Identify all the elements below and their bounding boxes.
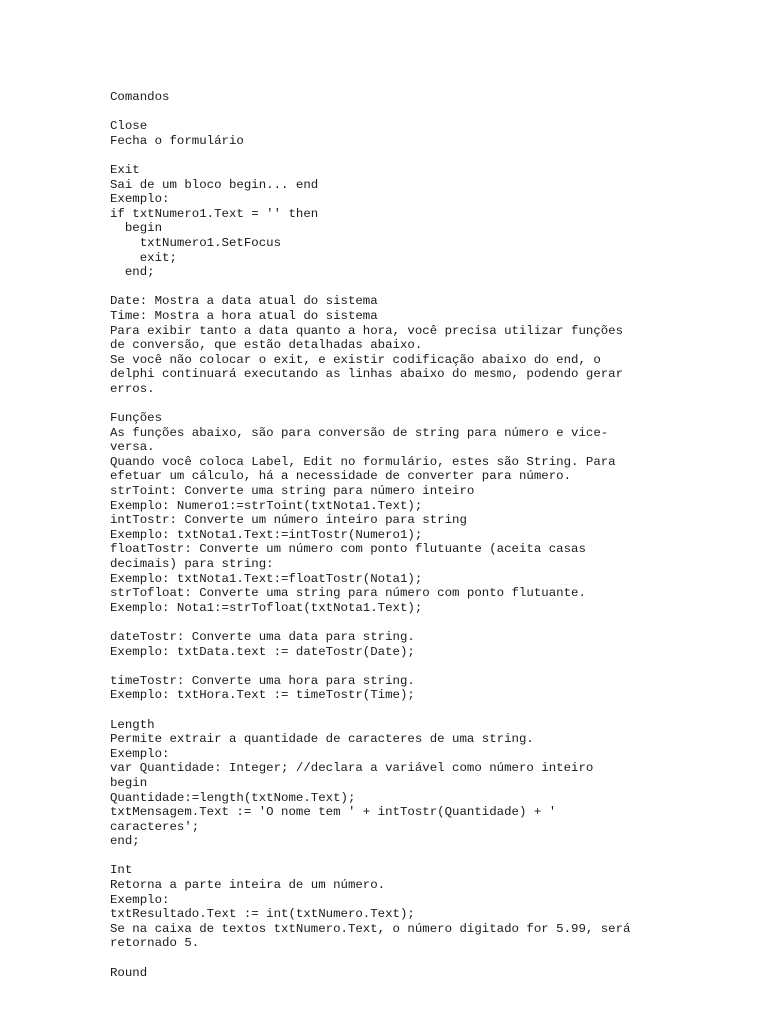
text-line: Length <box>110 717 155 732</box>
text-line: Exemplo: Nota1:=strTofloat(txtNota1.Text); <box>110 600 423 615</box>
text-line <box>110 148 750 163</box>
text-line: Retorna a parte inteira de um número. <box>110 878 386 893</box>
text-line <box>110 659 750 674</box>
text-line: Exemplo: <box>110 192 170 207</box>
text-line: timeTostr: Converte uma hora para string. <box>110 673 415 688</box>
text-line: Close <box>110 119 148 134</box>
text-line: Comandos <box>110 90 170 104</box>
text-line <box>110 849 750 864</box>
text-line: erros. <box>110 381 155 396</box>
text-line: strTofloat: Converte uma string para número com ponto flutuante. <box>110 586 586 601</box>
text-line <box>110 105 750 120</box>
text-line: delphi continuará executando as linhas abaixo do mesmo, podendo gerar <box>110 367 624 382</box>
text-line <box>110 280 750 295</box>
text-line: Exemplo: Numero1:=strToint(txtNota1.Text); <box>110 498 423 513</box>
text-line: decimais) para string: <box>110 557 274 571</box>
text-line: Round <box>110 965 148 980</box>
text-line: if txtNumero1.Text = '' then <box>110 206 319 221</box>
text-line: Fecha o formulário <box>110 133 244 148</box>
text-line: caracteres'; <box>110 819 200 834</box>
text-line: txtNumero1.SetFocus <box>110 235 282 250</box>
text-line: var Quantidade: Integer; //declara a variável como número inteiro <box>110 761 594 776</box>
text-line <box>110 615 750 630</box>
text-line: Exemplo: txtNota1.Text:=floatTostr(Nota1); <box>110 571 423 586</box>
text-line: Sai de um bloco begin... end <box>110 177 319 192</box>
text-line <box>110 396 750 411</box>
text-line: efetuar um cálculo, há a necessidade de converter para número. <box>110 469 572 484</box>
text-line: Exemplo: txtNota1.Text:=intTostr(Numero1); <box>110 527 423 542</box>
text-line: Exemplo: <box>110 892 170 907</box>
text-line: Exit <box>110 162 140 177</box>
text-line: Quando você coloca Label, Edit no formulário, estes são String. Para <box>110 454 616 469</box>
text-line: end; <box>110 834 140 849</box>
text-line: dateTostr: Converte uma data para string. <box>110 629 415 644</box>
text-line: Quantidade:=length(txtNome.Text); <box>110 790 356 805</box>
text-line: Se você não colocar o exit, e existir codificação abaixo do end, o <box>110 352 601 367</box>
text-line: txtMensagem.Text := 'O nome tem ' + intTostr(Quantidade) + ' <box>110 805 557 820</box>
text-line: end; <box>110 265 155 280</box>
text-line: Time: Mostra a hora atual do sistema <box>110 308 378 323</box>
text-line: As funções abaixo, são para conversão de string para número e vice- <box>110 425 609 440</box>
text-line: Funções <box>110 411 163 426</box>
text-line <box>110 703 750 718</box>
document-page <box>110 90 750 980</box>
text-line: Exemplo: txtHora.Text := timeTostr(Time); <box>110 688 415 703</box>
text-line: floatTostr: Converte um número com ponto flutuante (aceita casas <box>110 542 586 557</box>
text-line: exit; <box>110 250 177 265</box>
text-line: Exemplo: <box>110 746 170 761</box>
text-line: retornado 5. <box>110 936 200 951</box>
text-line: begin <box>110 221 163 236</box>
text-line: intTostr: Converte um número inteiro para string <box>110 513 467 528</box>
text-line <box>110 951 750 966</box>
text-line: Exemplo: txtData.text := dateTostr(Date); <box>110 644 415 659</box>
text-line: Date: Mostra a data atual do sistema <box>110 294 378 309</box>
text-line: Permite extrair a quantidade de caracteres de uma string. <box>110 732 534 747</box>
text-line: versa. <box>110 440 155 455</box>
text-line: begin <box>110 775 148 790</box>
text-line: strToint: Converte uma string para número inteiro <box>110 484 475 499</box>
text-line: Int <box>110 863 133 878</box>
text-line: Para exibir tanto a data quanto a hora, você precisa utilizar funções <box>110 323 624 338</box>
document-body <box>110 90 750 980</box>
text-line: txtResultado.Text := int(txtNumero.Text); <box>110 907 415 922</box>
text-line: Se na caixa de textos txtNumero.Text, o número digitado for 5.99, será <box>110 921 631 936</box>
text-line: de conversão, que estão detalhadas abaixo. <box>110 338 423 353</box>
